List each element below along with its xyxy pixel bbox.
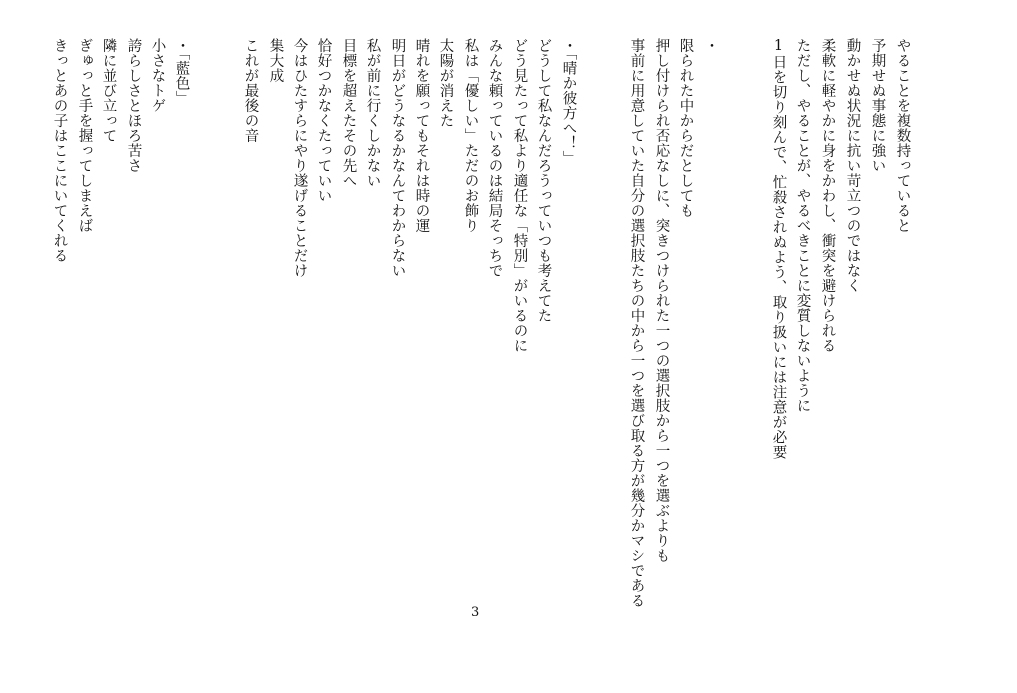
text-line: 私が前に行くしかない <box>364 38 381 188</box>
text-line: 私は「優しい」ただのお飾り <box>462 38 479 233</box>
text-line: ただし、やることが、やるべきことに変質しないように <box>794 38 811 413</box>
text-line: 晴れを願ってもそれは時の運 <box>413 38 430 233</box>
text-line: これが最後の音 <box>242 38 259 143</box>
bullet-marker: ・ <box>702 38 719 53</box>
text-line: 小さなトゲ <box>149 38 166 113</box>
text-line: やることを複数持っていると <box>894 38 911 233</box>
page-number: 3 <box>471 605 480 620</box>
section-heading: ・「晴か彼方へ！」 <box>560 38 577 166</box>
text-line: 予期せぬ事態に強い <box>869 38 886 173</box>
text-line: 太陽が消えた <box>437 38 454 128</box>
text-line: 今はひたすらにやり遂げることだけ <box>291 38 308 278</box>
text-line: ぎゅっと手を握ってしまえば <box>76 38 93 233</box>
section-heading: ・「藍色」 <box>173 38 190 106</box>
text-line: 動かせぬ状況に抗い苛立つのではなく <box>844 38 861 293</box>
text-line: 集大成 <box>267 38 284 83</box>
text-line: どうして私なんだろうっていつも考えてた <box>535 38 552 323</box>
text-line: 押し付けられ否応なしに、突きつけられた一つの選択肢から一つを選ぶよりも <box>653 38 670 563</box>
text-line: 事前に用意していた自分の選択肢たちの中から一つを選び取る方が幾分かマシである <box>628 38 645 608</box>
text-line: 柔軟に軽やかに身をかわし、衝突を避けられる <box>819 38 836 353</box>
text-line: きっとあの子はここにいてくれる <box>51 38 68 263</box>
text-line: 1日を切り刻んで、忙殺されぬよう、取り扱いには注意が必要 <box>770 38 787 460</box>
text-line: 恰好つかなくたっていい <box>315 38 332 203</box>
text-line: どう見たって私より適任な「特別」がいるのに <box>511 38 528 353</box>
text-line: 限られた中からだとしても <box>677 38 694 218</box>
text-line: 隣に並び立って <box>100 38 117 143</box>
text-line: 誇らしさとほろ苦さ <box>125 38 142 173</box>
text-line: 明日がどうなるかなんてわからない <box>389 38 406 278</box>
text-line: 目標を超えたその先へ <box>340 38 357 188</box>
text-line: みんな頼っているのは結局そっちで <box>486 38 503 278</box>
